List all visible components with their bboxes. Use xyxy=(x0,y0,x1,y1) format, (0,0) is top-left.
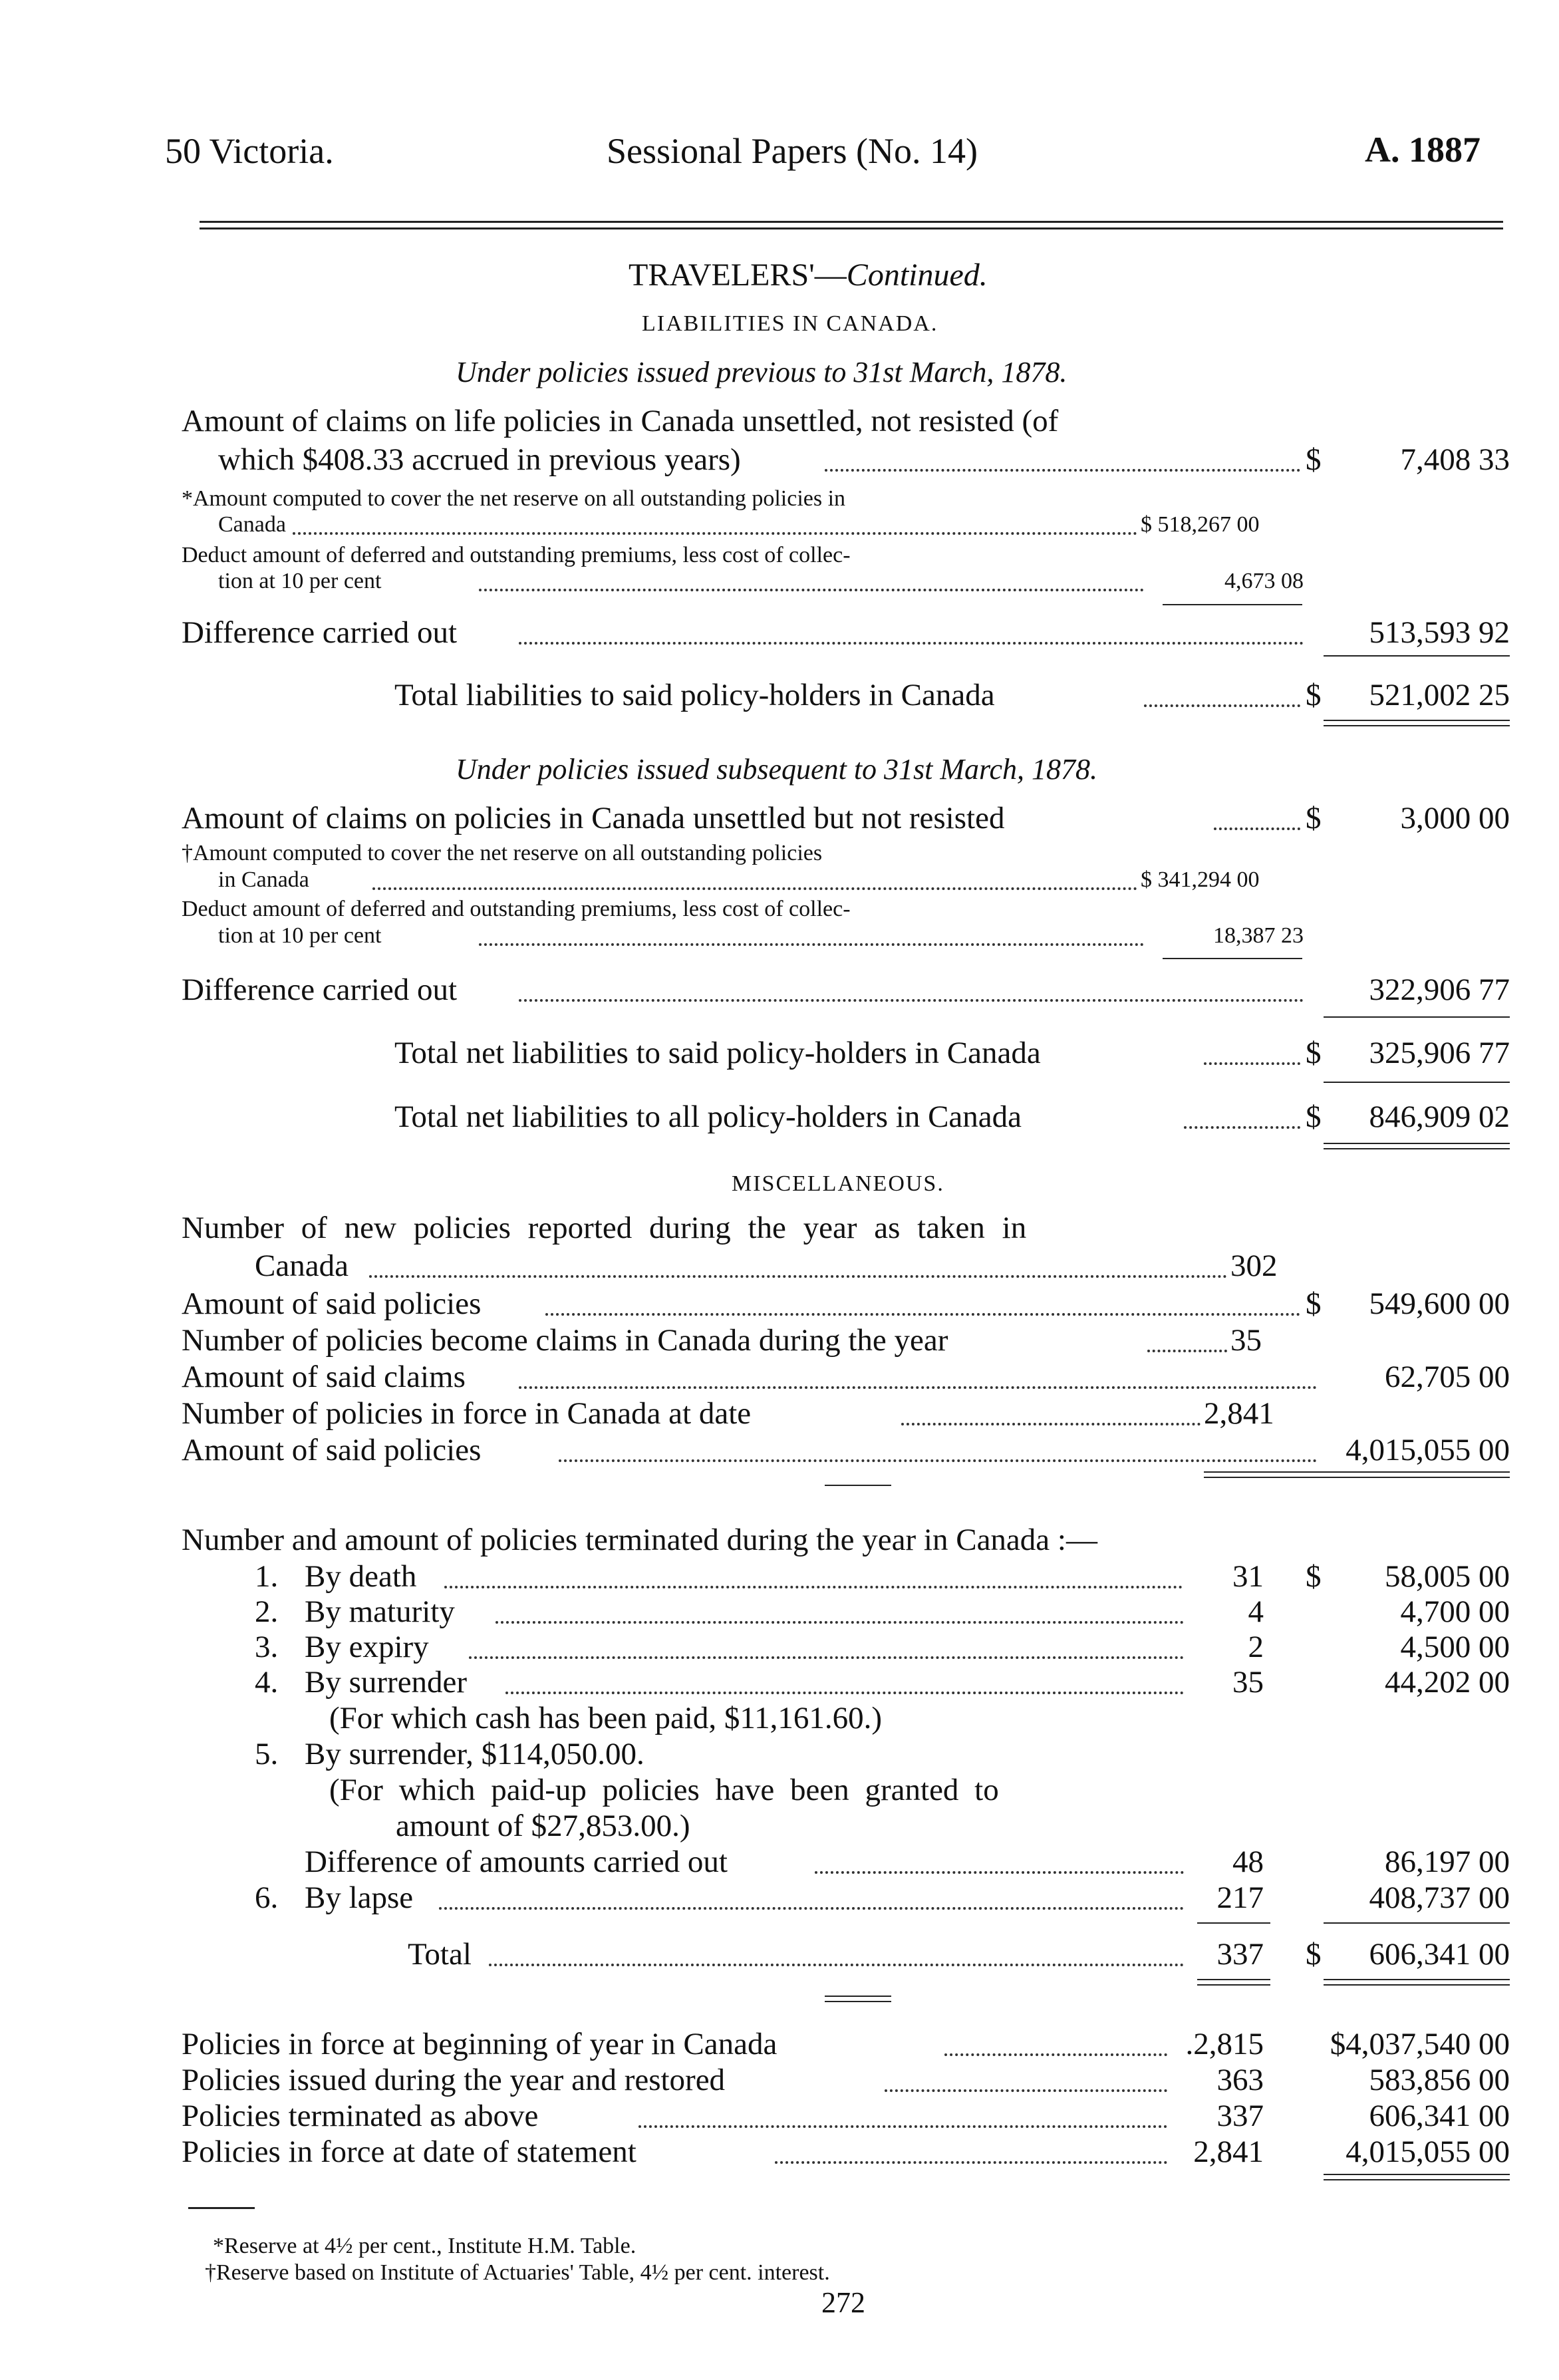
sec1-total-sign: $ xyxy=(1306,678,1322,712)
sec1-reserve-line2: Canada xyxy=(218,512,286,537)
terminated-row-label: By maturity xyxy=(305,1594,455,1629)
sec2-grand-label: Total net liabilities to all policy-holders in Canada xyxy=(394,1100,1022,1134)
leader-dots xyxy=(885,2089,1167,2092)
misc-claims-amount-value: 62,705 00 xyxy=(1385,1360,1510,1394)
misc-claims-amount-label: Amount of said claims xyxy=(182,1360,466,1394)
sec1-heading: Under policies issued previous to 31st March, 1878. xyxy=(456,356,1067,388)
sum-rule xyxy=(1204,1477,1510,1478)
terminated-total-amount: 606,341 00 xyxy=(1369,1937,1510,1972)
terminated-note5-line1: (For which paid-up policies have been granted to xyxy=(329,1773,999,1807)
terminated-row-amount: 4,700 00 xyxy=(1400,1594,1510,1629)
leader-dots xyxy=(469,1656,1184,1659)
sec1-claims-value: 7,408 33 xyxy=(1400,442,1510,477)
sum-rule xyxy=(1324,1922,1510,1924)
misc-force-amount-value: 4,015,055 00 xyxy=(1346,1433,1510,1467)
leader-dots xyxy=(638,2125,1167,2128)
leader-dots xyxy=(479,943,1144,946)
header-rule xyxy=(200,221,1503,223)
sec1-reserve-line1: *Amount computed to cover the net reserve on all outstanding policies in xyxy=(182,486,846,511)
terminated-heading: Number and amount of policies terminated during the year in Canada :— xyxy=(182,1523,1097,1557)
sum-rule xyxy=(1324,1016,1510,1018)
sum-rule xyxy=(1324,1984,1510,1986)
misc-new-line1: Number of new policies reported during the year as taken in xyxy=(182,1211,1027,1245)
sum-rule xyxy=(1324,720,1510,721)
misc-claims-number: 35 xyxy=(1230,1323,1262,1358)
summary-label: Policies terminated as above xyxy=(182,2099,539,2133)
terminated-item6-label: By lapse xyxy=(305,1880,414,1915)
footnote-rule xyxy=(188,2207,255,2209)
summary-amount: 583,856 00 xyxy=(1369,2063,1510,2097)
sec2-deduct-value: 18,387 23 xyxy=(1213,923,1304,948)
terminated-row-number: 1. xyxy=(255,1559,279,1594)
sec2-difference-value: 322,906 77 xyxy=(1369,972,1510,1007)
misc-new-line2: Canada xyxy=(255,1249,349,1283)
leader-dots xyxy=(372,887,1137,890)
summary-amount: 606,341 00 xyxy=(1369,2099,1510,2133)
misc-claims-number-label: Number of policies become claims in Canada during the year xyxy=(182,1323,948,1358)
sec1-reserve-value: $ 518,267 00 xyxy=(1141,512,1260,537)
terminated-note5-line2: amount of $27,853.00.) xyxy=(396,1809,690,1843)
header-title: Sessional Papers (No. 14) xyxy=(607,131,978,171)
sec2-reserve-value: $ 341,294 00 xyxy=(1141,867,1260,892)
header-session: 50 Victoria. xyxy=(165,131,334,171)
sec1-deduct-line2: tion at 10 per cent xyxy=(218,569,382,593)
terminated-row-number: 2. xyxy=(255,1594,279,1629)
terminated-diff-count: 48 xyxy=(1232,1845,1264,1879)
terminated-row-number: 3. xyxy=(255,1630,279,1664)
sum-rule xyxy=(1163,604,1302,605)
sec2-claims-label: Amount of claims on policies in Canada unsettled but not resisted xyxy=(182,801,1005,835)
sec2-claims-value: 3,000 00 xyxy=(1400,801,1510,835)
terminated-item5-number: 5. xyxy=(255,1737,279,1771)
terminated-total-label: Total xyxy=(408,1937,472,1972)
terminated-row-label: By expiry xyxy=(305,1630,429,1664)
sum-rule xyxy=(1324,1143,1510,1144)
leader-dots xyxy=(439,1907,1184,1910)
leader-dots xyxy=(479,589,1144,591)
leader-dots xyxy=(1144,704,1300,707)
summary-count: .2,815 xyxy=(1185,2027,1264,2061)
leader-dots xyxy=(293,532,1137,535)
summary-label: Policies in force at date of statement xyxy=(182,2135,637,2169)
leader-dots xyxy=(1184,1126,1300,1129)
sec2-reserve-line2: in Canada xyxy=(218,867,309,892)
leader-dots xyxy=(519,642,1304,645)
summary-count: 2,841 xyxy=(1193,2135,1264,2169)
misc-heading: MISCELLANEOUS. xyxy=(732,1171,944,1196)
divider-rule xyxy=(825,1996,891,1997)
sec1-claims-line1: Amount of claims on life policies in Canada unsettled, not resisted (of xyxy=(182,404,1059,438)
terminated-total-sign: $ xyxy=(1306,1937,1322,1972)
misc-force-amount-label: Amount of said policies xyxy=(182,1433,482,1467)
terminated-item6-amount: 408,737 00 xyxy=(1369,1880,1510,1915)
terminated-item6-count: 217 xyxy=(1216,1880,1264,1915)
terminated-row-amount: 58,005 00 xyxy=(1385,1559,1510,1594)
leader-dots xyxy=(1214,827,1300,830)
sum-rule xyxy=(1324,1979,1510,1980)
sum-rule xyxy=(1197,1984,1270,1986)
header-year: A. 1887 xyxy=(1365,130,1481,170)
sec1-deduct-value: 4,673 08 xyxy=(1224,569,1304,593)
summary-amount: 4,015,055 00 xyxy=(1346,2135,1510,2169)
terminated-row-number: 4. xyxy=(255,1665,279,1700)
sec2-grand-sign: $ xyxy=(1306,1100,1322,1134)
sum-rule xyxy=(1324,2174,1510,2175)
sec1-difference-label: Difference carried out xyxy=(182,615,458,650)
sec2-difference-label: Difference carried out xyxy=(182,972,458,1007)
sec2-claims-sign: $ xyxy=(1306,801,1322,835)
terminated-row-count: 35 xyxy=(1232,1665,1264,1700)
sec2-total-sign: $ xyxy=(1306,1036,1322,1070)
leader-dots xyxy=(901,1423,1201,1425)
terminated-item6-number: 6. xyxy=(255,1880,279,1915)
leader-dots xyxy=(505,1692,1184,1694)
terminated-row-amount: 44,202 00 xyxy=(1385,1665,1510,1700)
sec1-claims-sign: $ xyxy=(1306,442,1322,477)
leader-dots xyxy=(825,469,1300,472)
leader-dots xyxy=(519,1386,1317,1389)
terminated-diff-label: Difference of amounts carried out xyxy=(305,1845,728,1879)
terminated-row-amount: 4,500 00 xyxy=(1400,1630,1510,1664)
sum-rule xyxy=(1324,655,1510,657)
sum-rule xyxy=(1197,1922,1270,1924)
misc-force-number: 2,841 xyxy=(1204,1396,1274,1431)
leader-dots xyxy=(775,2161,1167,2164)
terminated-dollar-sign: $ xyxy=(1306,1559,1322,1594)
leader-dots xyxy=(519,999,1304,1002)
summary-label: Policies in force at beginning of year in Canada xyxy=(182,2027,778,2061)
sum-rule xyxy=(1324,2179,1510,2180)
summary-count: 337 xyxy=(1216,2099,1264,2133)
sec2-deduct-line2: tion at 10 per cent xyxy=(218,923,382,948)
leader-dots xyxy=(1147,1350,1227,1352)
header-rule-2 xyxy=(200,227,1503,229)
divider-rule xyxy=(825,1485,891,1486)
leader-dots xyxy=(944,2053,1167,2056)
terminated-row-count: 31 xyxy=(1232,1559,1264,1594)
sec2-total-value: 325,906 77 xyxy=(1369,1036,1510,1070)
sum-rule xyxy=(1204,1471,1510,1473)
terminated-row-count: 4 xyxy=(1248,1594,1264,1629)
divider-rule xyxy=(825,2001,891,2002)
leader-dots xyxy=(489,1964,1184,1966)
leader-dots xyxy=(545,1313,1300,1316)
misc-new-count: 302 xyxy=(1230,1249,1278,1283)
sec1-difference-value: 513,593 92 xyxy=(1369,615,1510,650)
leader-dots xyxy=(496,1621,1184,1624)
sum-rule xyxy=(1324,1148,1510,1149)
misc-amount-new-sign: $ xyxy=(1306,1286,1322,1321)
leader-dots xyxy=(559,1459,1317,1462)
misc-force-number-label: Number of policies in force in Canada at date xyxy=(182,1396,752,1431)
sum-rule xyxy=(1163,958,1302,959)
terminated-note-4: (For which cash has been paid, $11,161.60.) xyxy=(329,1701,883,1735)
leader-dots xyxy=(444,1586,1183,1588)
sec1-total-value: 521,002 25 xyxy=(1369,678,1510,712)
page-title: TRAVELERS'—Continued. xyxy=(629,257,988,293)
sec1-deduct-line1: Deduct amount of deferred and outstanding premiums, less cost of collec- xyxy=(182,543,851,567)
terminated-diff-amount: 86,197 00 xyxy=(1385,1845,1510,1879)
terminated-row-label: By surrender xyxy=(305,1665,468,1700)
sec2-deduct-line1: Deduct amount of deferred and outstanding premiums, less cost of collec- xyxy=(182,897,851,921)
sum-rule xyxy=(1324,1082,1510,1083)
sec1-total-label: Total liabilities to said policy-holders in Canada xyxy=(394,678,995,712)
terminated-row-label: By death xyxy=(305,1559,417,1594)
leader-dots xyxy=(1204,1062,1300,1065)
sum-rule xyxy=(1324,725,1510,726)
summary-label: Policies issued during the year and restored xyxy=(182,2063,726,2097)
leader-dots xyxy=(369,1275,1227,1278)
footnote-reserve-actuaries: †Reserve based on Institute of Actuaries' Table, 4½ per cent. interest. xyxy=(205,2260,830,2285)
section-subtitle: LIABILITIES IN CANADA. xyxy=(642,311,938,336)
sec2-total-label: Total net liabilities to said policy-holders in Canada xyxy=(394,1036,1041,1070)
page-number: 272 xyxy=(821,2286,865,2319)
sec1-claims-line2: which $408.33 accrued in previous years) xyxy=(218,442,741,477)
summary-count: 363 xyxy=(1216,2063,1264,2097)
summary-amount: $4,037,540 00 xyxy=(1330,2027,1510,2061)
misc-amount-new-value: 549,600 00 xyxy=(1369,1286,1510,1321)
terminated-item5-label: By surrender, $114,050.00. xyxy=(305,1737,644,1771)
sum-rule xyxy=(1197,1979,1270,1980)
sec2-heading: Under policies issued subsequent to 31st March, 1878. xyxy=(456,753,1098,786)
leader-dots xyxy=(815,1871,1184,1874)
footnote-reserve-hm: *Reserve at 4½ per cent., Institute H.M. Table. xyxy=(213,2234,637,2258)
sec2-reserve-line1: †Amount computed to cover the net reserve on all outstanding policies xyxy=(182,841,823,865)
sec2-grand-value: 846,909 02 xyxy=(1369,1100,1510,1134)
misc-amount-new-label: Amount of said policies xyxy=(182,1286,482,1321)
terminated-row-count: 2 xyxy=(1248,1630,1264,1664)
terminated-total-count: 337 xyxy=(1216,1937,1264,1972)
